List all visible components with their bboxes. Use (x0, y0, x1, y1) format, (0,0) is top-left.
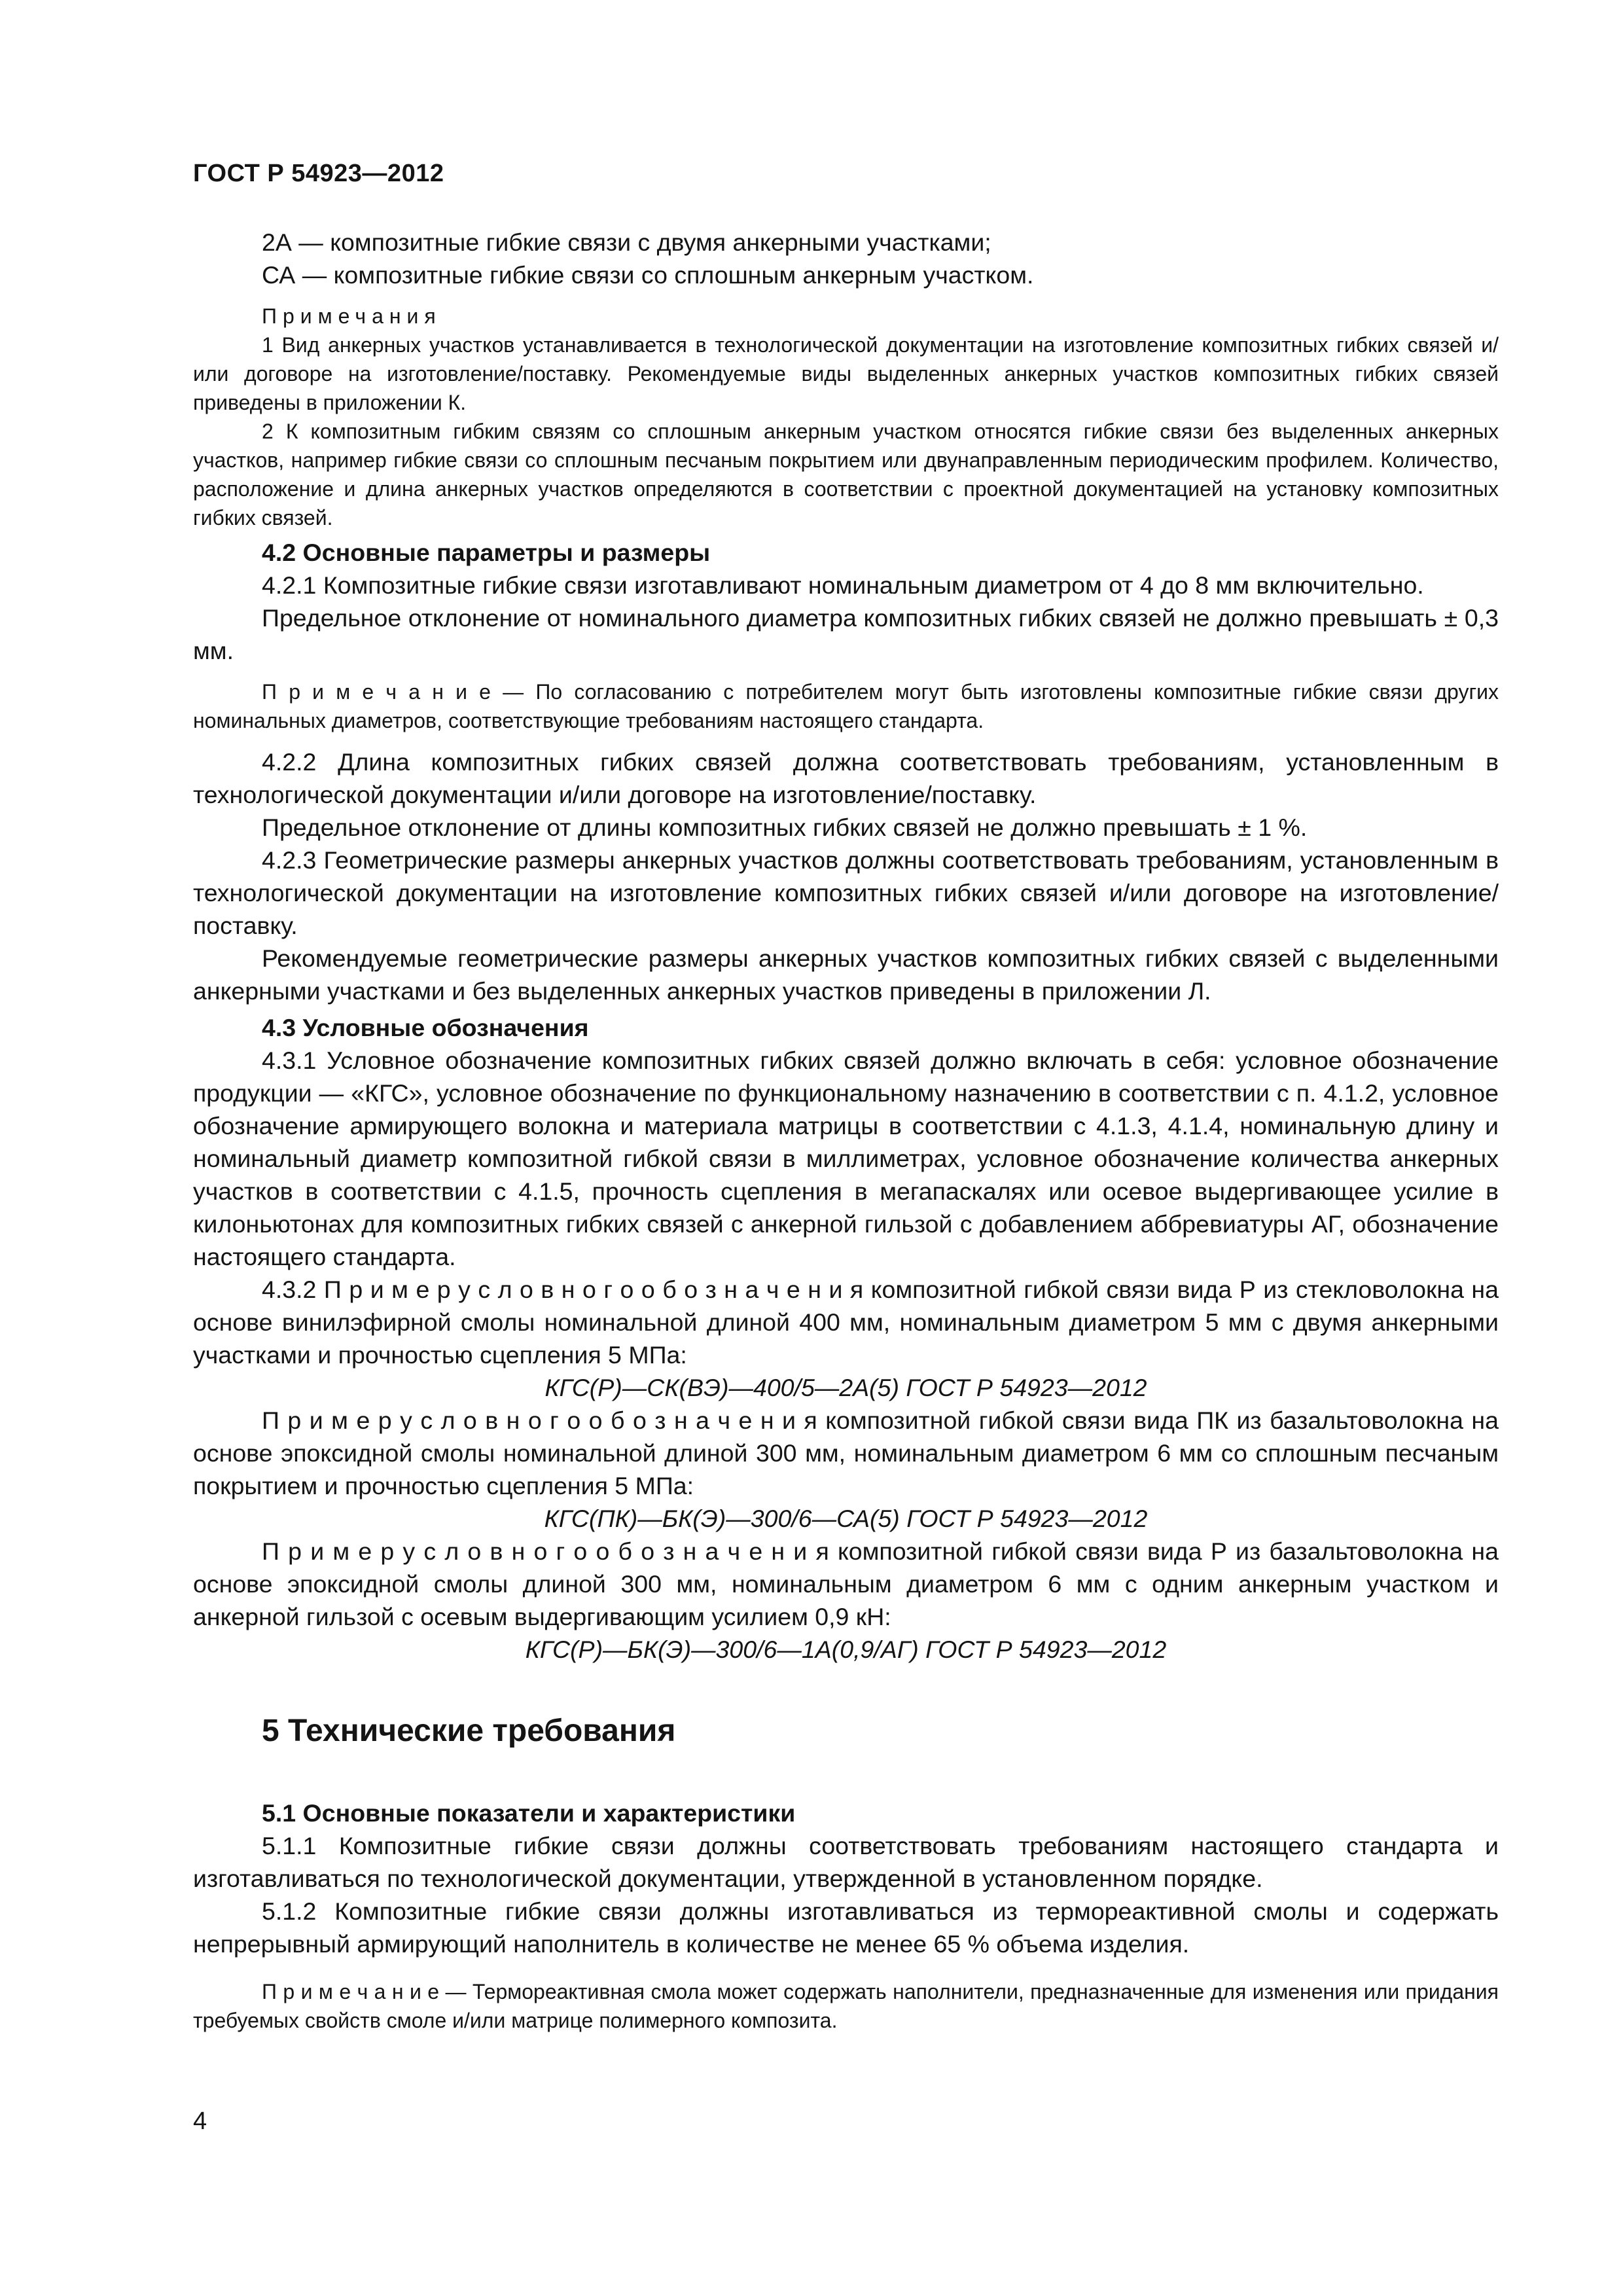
paragraph: 4.2.3 Геометрические размеры анкерных участков должны соответствовать требованиям, установленным в технологической документации на изготовление композитных гибких связей и/или договоре на изготовление/поставку. (193, 846, 1499, 939)
paragraph: 5 Технические требования (262, 1713, 676, 1748)
paragraph: 5.1.2 Композитные гибкие связи должны изготавливаться из термореактивной смолы и содержать непрерывный армирующий наполнитель в количестве не менее 65 % объема изделия. (193, 1897, 1499, 1958)
paragraph: СА — композитные гибкие связи со сплошным анкерным участком. (262, 261, 1034, 289)
paragraph: П р и м е р у с л о в н о г о о б о з н а ч е н и я композитной гибкой связи вида Р из базальтоволокна на основе эпоксидной смолы длиной 300 мм, номинальным диаметром 6 мм с одним анкерным участком и анкерной гильзой с осевым выдергивающим усилием 0,9 кН: (193, 1537, 1499, 1630)
paragraph: П р и м е р у с л о в н о г о о б о з н а ч е н и я композитной гибкой связи вида ПК из базальтоволокна на основе эпоксидной смолы номинальной длиной 300 мм, номинальным диаметром 6 мм со сплошным песчаным покрытием и прочностью сцепления 5 МПа: (193, 1407, 1499, 1499)
paragraph: 4.2 Основные параметры и размеры (262, 539, 711, 566)
paragraph: 2А — композитные гибкие связи с двумя анкерными участками; (262, 228, 991, 256)
paragraph: П р и м е ч а н и е — Термореактивная смола может содержать наполнители, предназначенные для изменения или придания требуемых свойств смоле и/или матрице полимерного композита. (193, 1980, 1499, 2032)
paragraph: 4.3.2 П р и м е р у с л о в н о г о о б о з н а ч е н и я композитной гибкой связи вида Р из стекловолокна на основе винилэфирной смолы номинальной длиной 400 мм, номинальным диаметром 5 мм с двумя анкерными участками и прочностью сцепления 5 МПа: (193, 1276, 1499, 1369)
paragraph: Предельное отклонение от длины композитных гибких связей не должно превышать ± 1 %. (262, 814, 1308, 841)
paragraph: КГС(Р)—БК(Э)—300/6—1А(0,9/АГ) ГОСТ Р 54923—2012 (525, 1636, 1167, 1663)
page-header: ГОСТ Р 54923—2012 (193, 160, 444, 187)
page-number: 4 (193, 2108, 207, 2135)
paragraph: КГС(Р)—СК(ВЭ)—400/5—2А(5) ГОСТ Р 54923—2012 (544, 1374, 1147, 1401)
paragraph: П р и м е ч а н и е — По согласованию с потребителем могут быть изготовлены композитные гибкие связи других номинальных диаметров, соответствующие требованиям настоящего стандарта. (193, 680, 1499, 732)
paragraph: 4.2.2 Длина композитных гибких связей должна соответствовать требованиям, установленным в технологической документации и/или договоре на изготовление/поставку. (193, 748, 1499, 808)
paragraph: 5.1 Основные показатели и характеристики (262, 1799, 796, 1827)
paragraph: Примечания (262, 304, 442, 328)
paragraph: Предельное отклонение от номинального диаметра композитных гибких связей не должно превышать ± 0,3 мм. (193, 604, 1499, 664)
paragraph: 4.3.1 Условное обозначение композитных гибких связей должно включать в себя: условное обозначение продукции — «КГС», условное обозначение по функциональному назначению в соответствии с п. 4.1.2, условное обозначение армирующего волокна и материала матрицы в соответствии с 4.1.3, 4.1.4, номинальную длину и номинальный диаметр композитной гибкой связи в миллиметрах, условное обозначение количества анкерных участков в соответствии с 4.1.5, прочность сцепления в мегапаскалях или осевое выдергивающее усилие в килоньютонах для композитных гибких связей с анкерной гильзой с добавлением аббревиатуры АГ, обозначение настоящего стандарта. (193, 1047, 1499, 1270)
paragraph: 5.1.1 Композитные гибкие связи должны соответствовать требованиям настоящего стандарта и изготавливаться по технологической документации, утвержденной в установленном порядке. (193, 1832, 1499, 1892)
paragraph: Рекомендуемые геометрические размеры анкерных участков композитных гибких связей с выделенными анкерными участками и без выделенных анкерных участков приведены в приложении Л. (193, 944, 1499, 1005)
paragraph: КГС(ПК)—БК(Э)—300/6—СА(5) ГОСТ Р 54923—2012 (544, 1505, 1148, 1532)
paragraph: 2 К композитным гибким связям со сплошным анкерным участком относятся гибкие связи без выделенных анкерных участков, например гибкие связи со сплошным песчаным покрытием или двунаправленным периодическим профилем. Количество, расположение и длина анкерных участков определяются в соответствии с проектной документацией на установку композитных гибких связей. (193, 420, 1499, 529)
paragraph: 1 Вид анкерных участков устанавливается в технологической документации на изготовление композитных гибких связей и/или договоре на изготовление/поставку. Рекомендуемые виды выделенных анкерных участков композитных гибких связей приведены в приложении К. (193, 333, 1499, 414)
paragraph: 4.2.1 Композитные гибкие связи изготавливают номинальным диаметром от 4 до 8 мм включительно. (262, 571, 1424, 599)
document-body (193, 226, 1499, 2035)
paragraph: 4.3 Условные обозначения (262, 1014, 589, 1041)
